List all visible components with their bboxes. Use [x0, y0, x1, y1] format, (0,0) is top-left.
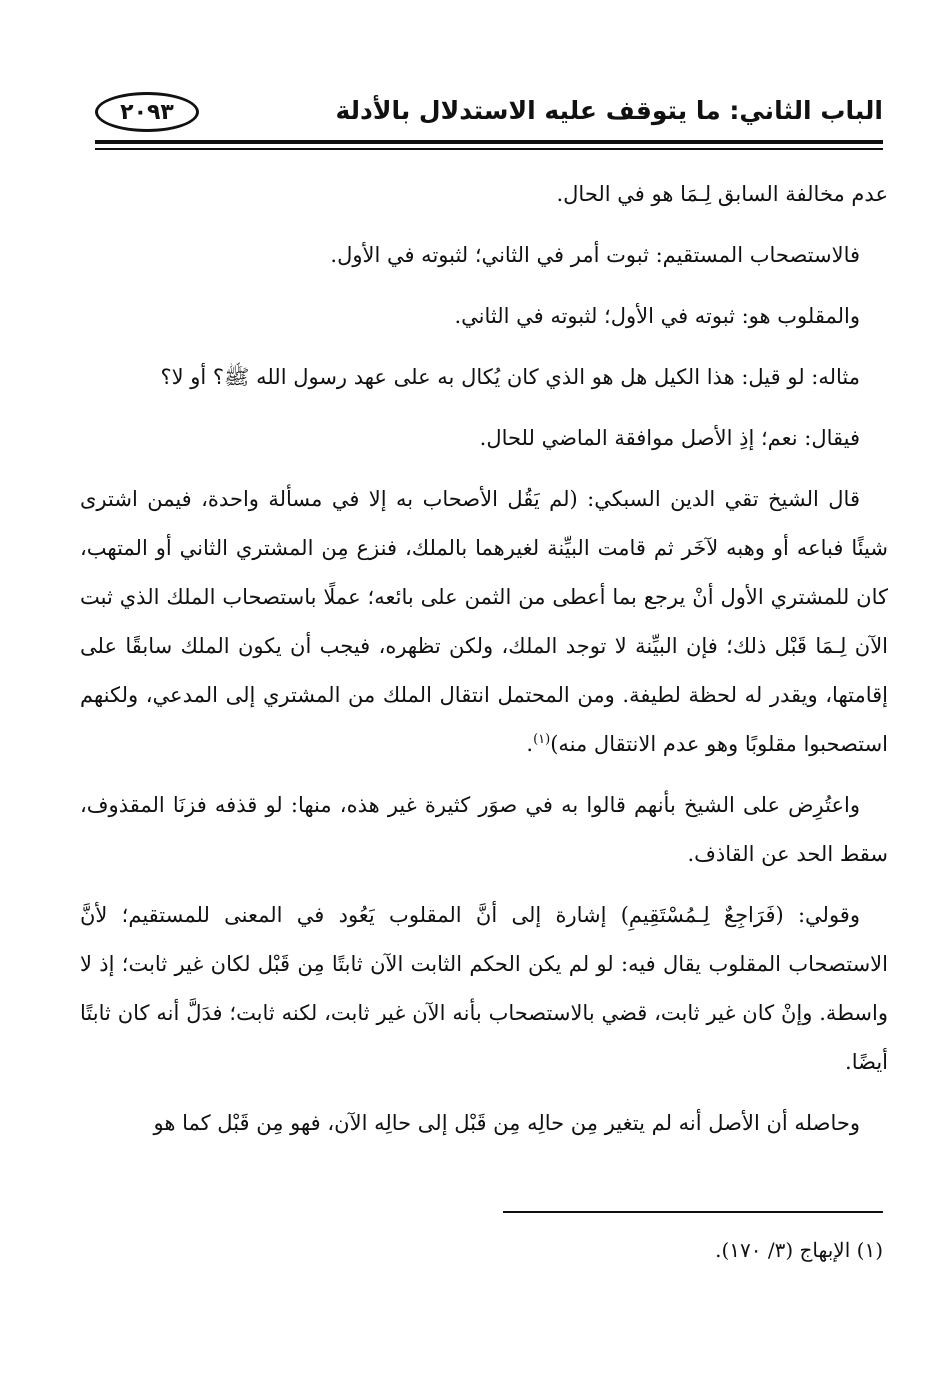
footnote-separator	[503, 1211, 883, 1213]
header-rule-thin	[95, 148, 883, 150]
page-header	[95, 92, 883, 138]
paragraph: والمقلوب هو: ثبوته في الأول؛ لثبوته في الثاني.	[454, 304, 860, 328]
header-rule-thick	[95, 140, 883, 144]
footnote-marker: (١)	[533, 732, 551, 747]
paragraph: مثاله: لو قيل: هذا الكيل هل هو الذي كان يُكال به على عهد رسول الله ﷺ؟ أو لا؟	[160, 365, 860, 389]
page-number: ٢٠٩٣	[95, 92, 199, 132]
paragraph: وقولي: (فَرَاجِعٌ لِـمُسْتَقِيمِ) إشارة إلى أنَّ المقلوب يَعُود في المعنى للمستقيم؛ لأنَّ الاستصحاب المقلوب يقال فيه: لو لم يكن الحكم الثابت الآن ثابتًا مِن قَبْل لكان غير ثابت؛ إذ لا واسطة. وإنْ كان غير ثابت، قضي بالاستصحاب بأنه الآن غير ثابت، لكنه ثابت؛ فدَلَّ أنه كان ثابتًا أيضًا.	[80, 903, 888, 1074]
paragraph-text: قال الشيخ تقي الدين السبكي: (لم يَقُل الأصحاب به إلا في مسألة واحدة، فيمن اشترى شيئًا فباعه أو وهبه لآخَر ثم قامت البيِّنة لغيرهما بالملك، فنزع مِن المشتري الثاني أو المتهب، كان للمشتري الأول أنْ يرجع بما أعطى من الثمن على بائعه؛ عملًا باستصحاب الملك الذي ثبت الآن لِـمَا قَبْل ذلك؛ فإن البيِّنة لا توجد الملك، ولكن تظهره، فيجب أن يكون الملك سابقًا على إقامتها، ويقدر له لحظة لطيفة. ومن المحتمل انتقال الملك من المشتري إلى المدعي، ولكنهم استصحبوا مقلوبًا وهو عدم الانتقال منه)	[80, 487, 888, 756]
footnote: (١) الإبهاج (٣/ ١٧٠).	[715, 1238, 883, 1262]
body-text	[80, 170, 888, 1160]
paragraph-end: .	[526, 732, 534, 756]
paragraph-with-footnote	[80, 475, 888, 769]
paragraph: واعتُرِض على الشيخ بأنهم قالوا به في صوَر كثيرة غير هذه، منها: لو قذفه فزنَا المقذوف، سقط الحد عن القاذف.	[80, 793, 888, 866]
paragraph: فالاستصحاب المستقيم: ثبوت أمر في الثاني؛ لثبوته في الأول.	[330, 243, 860, 267]
paragraph: عدم مخالفة السابق لِـمَا هو في الحال.	[556, 182, 888, 206]
paragraph: فيقال: نعم؛ إذِ الأصل موافقة الماضي للحال.	[479, 426, 860, 450]
chapter-title: الباب الثاني: ما يتوقف عليه الاستدلال بالأدلة	[335, 96, 883, 125]
paragraph: وحاصله أن الأصل أنه لم يتغير مِن حالِه مِن قَبْل إلى حالِه الآن، فهو مِن قَبْل كما هو	[153, 1111, 860, 1135]
